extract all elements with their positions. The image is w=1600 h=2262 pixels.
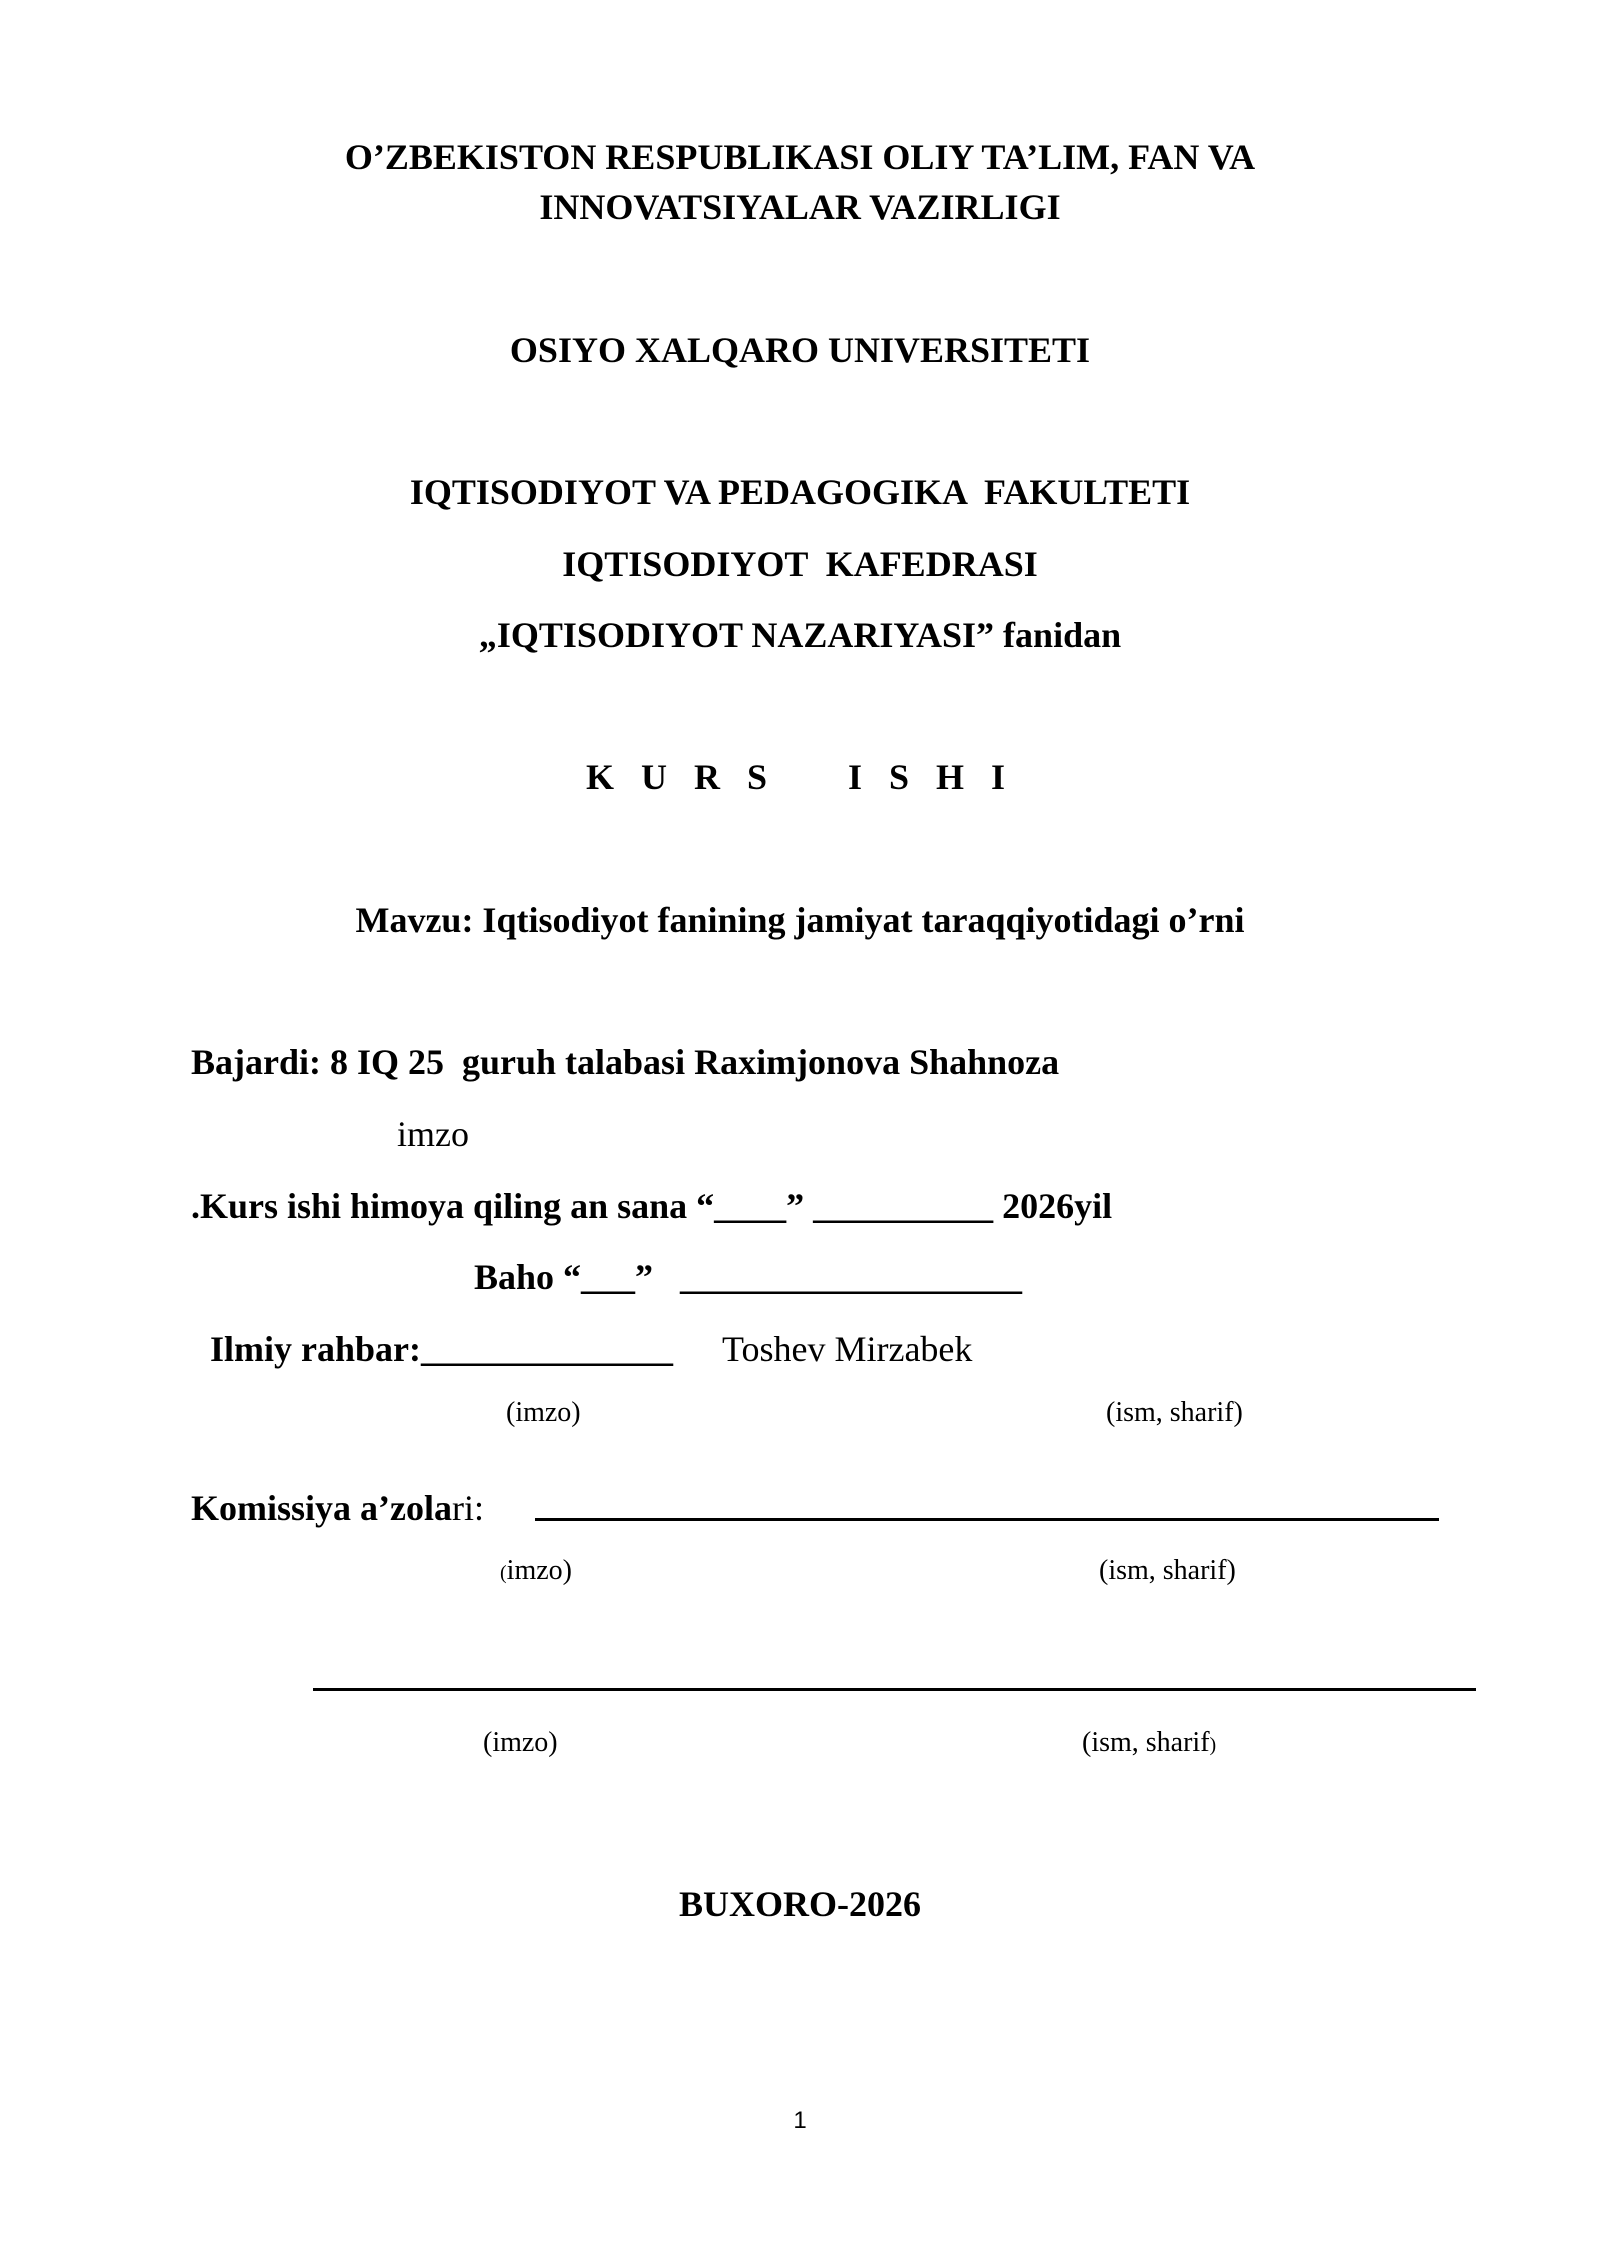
topic: Mavzu: Iqtisodiyot fanining jamiyat taraqqiyotidagi o’rni [355, 900, 1245, 940]
ministry-line-1: O’ZBEKISTON RESPUBLIKASI OLIY TA’LIM, FAN VA [344, 137, 1256, 177]
performed-by: Bajardi: 8 IQ 25 guruh talabasi Raximjonova Shahnoza [191, 1042, 1060, 1082]
commission-sign-caption-2: (imzo) [483, 1727, 558, 1758]
supervisor-sign-caption: (imzo) [506, 1397, 581, 1428]
supervisor-name-caption: (ism, sharif) [1106, 1397, 1243, 1428]
supervisor-label: Ilmiy rahbar:______________ [210, 1329, 673, 1369]
defense-date: .Kurs ishi himoya qiling an sana “____” __________ 2026yil [191, 1186, 1113, 1226]
grade: Baho “___” ___________________ [474, 1257, 1023, 1297]
city-year: BUXORO-2026 [679, 1884, 921, 1924]
signature-label: imzo [397, 1114, 469, 1154]
commission-sign-caption-1 [500, 1554, 572, 1590]
commission-caption-2-name: (ism, sharif [1082, 1727, 1210, 1758]
commission-caption-2-paren: ) [1209, 1734, 1217, 1756]
ministry-line-2: INNOVATSIYALAR VAZIRLIGI [539, 187, 1061, 227]
page-number: 1 [793, 2107, 807, 2134]
commission-label [191, 1486, 484, 1530]
department-name: IQTISODIYOT KAFEDRASI [562, 544, 1038, 584]
subject-name: „IQTISODIYOT NAZARIYASI” fanidan [478, 615, 1122, 655]
faculty-name: IQTISODIYOT VA PEDAGOGIKA FAKULTETI [409, 472, 1191, 512]
commission-label-bold: Komissiya a’zola [191, 1488, 452, 1528]
commission-signature-line-2 [313, 1688, 1476, 1691]
supervisor-name: Toshev Mirzabek [722, 1329, 973, 1369]
commission-signature-line-1 [535, 1518, 1439, 1521]
document-type: K U R S I S H I [585, 757, 1015, 797]
commission-label-rest: ri: [451, 1488, 484, 1528]
commission-caption-1-sign: imzo) [506, 1555, 572, 1586]
commission-name-caption-1: (ism, sharif) [1099, 1555, 1236, 1586]
university-name: OSIYO XALQARO UNIVERSITETI [509, 330, 1091, 370]
commission-caption-1-paren: ( [500, 1562, 507, 1584]
commission-name-caption-2 [1082, 1726, 1216, 1762]
